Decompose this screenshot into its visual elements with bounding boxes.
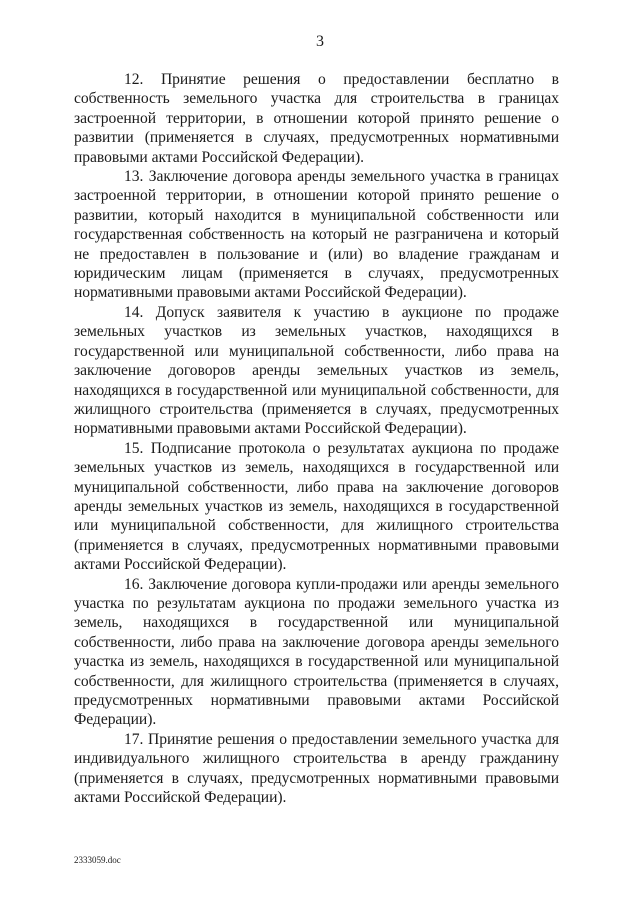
page-number: 3	[316, 33, 324, 50]
paragraph-item-12: 12. Принятие решения о предоставлении бесплатно в собственность земельного участка для строительства в границах застроенной территории, в отношении которой принято решение о развитии (применяется в случаях, предусмотренных нормативными правовыми актами Российской Федерации).	[74, 71, 559, 166]
paragraph-item-13: 13. Заключение договора аренды земельного участка в границах застроенной территории, в отношении которой принято решение о развитии, который находится в муниципальной собственности или государственная собственность на который не разграничена и который не предоставлен в пользование и (или) во владение гражданам и юридическим лицам (применяется в случаях, предусмотренных нормативными правовыми актами Российской Федерации).	[74, 168, 559, 302]
footer-filename: 2333059.doc	[74, 855, 121, 865]
paragraph-item-15: 15. Подписание протокола о результатах аукциона по продаже земельных участков из земель, находящихся в государственной или муниципальной собственности, либо права на заключение договоров аренды земельных участков из земель, находящихся в государственной или муниципальной собственности, для жилищного строительства (применяется в случаях, предусмотренных нормативными правовыми актами Российской Федерации).	[74, 439, 559, 574]
document-body	[74, 70, 559, 807]
paragraph-item-17: 17. Принятие решения о предоставлении земельного участка для индивидуального жилищного строительства в аренду гражданину (применяется в случаях, предусмотренных нормативными правовыми актами Российской Федерации).	[74, 730, 559, 807]
paragraph-item-14: 14. Допуск заявителя к участию в аукционе по продаже земельных участков из земельных участков, находящихся в государственной или муниципальной собственности, либо права на заключение договоров аренды земельных участков из земель, находящихся в государственной или муниципальной собственности, для жилищного строительства (применяется в случаях, предусмотренных нормативными правовыми актами Российской Федерации).	[74, 303, 559, 438]
paragraph-item-16: 16. Заключение договора купли-продажи или аренды земельного участка по результатам аукциона по продажи земельного участка из земель, находящихся в государственной или муниципальной собственности, либо права на заключение договора аренды земельного участка из земель, находящихся в государственной или муниципальной собственности, для жилищного строительства (применяется в случаях, предусмотренных нормативными правовыми актами Российской Федерации).	[74, 575, 559, 729]
